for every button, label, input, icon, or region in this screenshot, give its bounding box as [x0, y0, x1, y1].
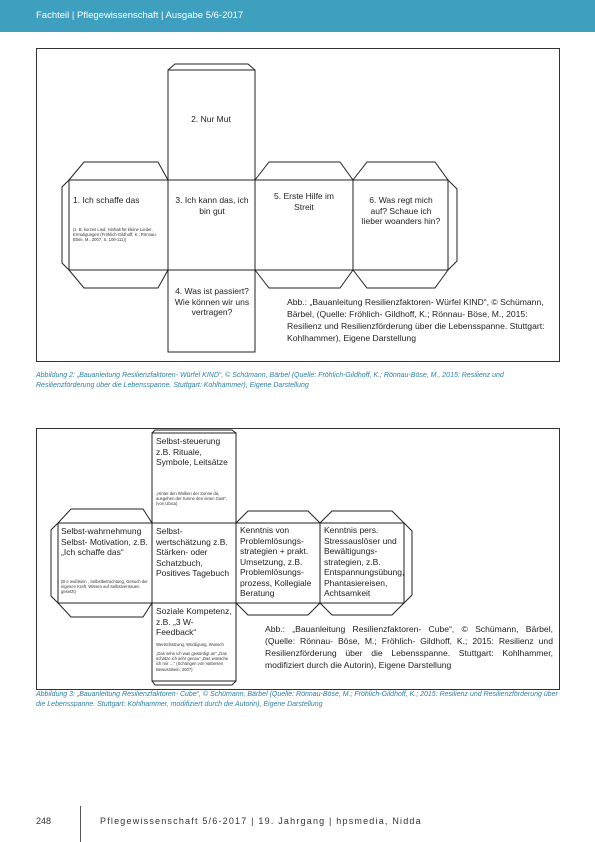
running-header: Fachteil | Pflegewissenschaft | Ausgabe 5/6-2017 [36, 10, 244, 21]
face-ich-schaffe-das: 1. Ich schaffe das [73, 195, 140, 205]
face-ich-kann-das: 3. Ich kann das, ich bin gut [175, 195, 249, 216]
figure-1-frame [36, 48, 560, 362]
face-selbstwahrnehmung: Selbst-wahrnehmung Selbst- Motivation, z.B. „Ich schaffe das“ [61, 526, 148, 557]
figure-2-frame [36, 428, 560, 690]
face-selbststeuerung-note: „Hinter den Wolken der Sonne da, ausgehen der Sonne den einen Gast“, (von Ubica) [156, 491, 228, 507]
figure-1-caption: Abbildung 2: „Bauanleitung Resilienzfaktoren- Würfel KIND“, © Schümann, Bärbel (Quelle: Fröhlich-Gildhoff, K.; Rönnau-Böse, M., 2015: Resilienz und Resilienzförderung über die Lebensspanne. Stuttgart: Kohlhammer), Eigene Darstellung [36, 372, 504, 389]
face-soziale-kompetenz-sub: Wertschätzung, Würdigung, Wunsch [156, 642, 224, 647]
figure-1-box-caption: Abb.: „Bauanleitung Resilienzfaktoren- Würfel KIND“, © Schümann, Bärbel, (Quelle: Fröhlich- Gildhoff, K.; Rönnau- Böse, M., 2015: Resilienz und Resilienzförderung über die Lebensspanne. Stuttgart: Kohlhammer), Eigene Darstellung [287, 297, 545, 343]
face-was-ist-passiert: 4. Was ist passiert? Wie können wir uns vertragen? [174, 286, 250, 317]
face-selbststeuerung: Selbst-steuerung z.B. Rituale, Symbole, Leitsätze [156, 436, 228, 467]
face-nur-mut: 2. Nur Mut [191, 114, 231, 124]
footer-divider [80, 806, 81, 842]
face-soziale-kompetenz: Soziale Kompetenz, z.B. „3 W- Feedback“ [156, 606, 232, 637]
face-selbstwertschaetzung: Selbst-wertschätzung z.B. Stärken- oder Schatzbuch, Positives Tagebuch [156, 526, 230, 578]
page-number: 248 [36, 816, 52, 826]
figure-2-caption: Abbildung 3: „Bauanleitung Resilienzfaktoren- Cube“, © Schümann, Bärbel (Quelle: Rönnau-Böse, M.; Fröhlich-Gildhoff, K.; 2015: Resilienz und Resilienzförderung über die Lebensspanne. Stuttgart: Kohlhammer, modifiziert durch die Autorin), Eigene Darstellung [36, 691, 558, 708]
face-erste-hilfe: 5. Erste Hilfe im Streit [274, 191, 334, 212]
face-problemloesung: Kenntnis von Problemlösungs-strategien + prakt. Umsetzung, z.B. Problemlösungs-prozess, Kollegiale Beratung [240, 525, 312, 598]
face-was-regt-mich-auf: 6. Was regt mich auf? Schaue ich lieber woanders hin? [361, 195, 441, 226]
face-stressausloeser: Kenntnis pers. Stressauslöser und Bewältigungs-strategien, z.B. Entspannungsübung, Phantasiereisen, Achtsamkeit [324, 525, 405, 598]
face-ich-schaffe-das-note: (z. B. kurzes Lied, Hinhalt für kleine Lieder, Ermutigungen (Fröhlich-Gildhoff, K.; Rönnau- Böse, M., 2007, S. 109-111)) [73, 227, 157, 243]
footer-journal: Pflegewissenschaft 5/6-2017 | 19. Jahrgang | hpsmedia, Nidda [100, 816, 422, 826]
face-soziale-kompetenz-note: „Das sehe ich was gewürdigt an“ „Das schätze ich sehr genau“ „Das wünsche ich mir …“ (Schüngen von Vattersen Bewusstsein, 2007) [156, 651, 229, 672]
face-selbstwahrnehmung-note: (B e wußtsein , Selbstbetrachtung, Gesuch der eigenen Kraft, Wissen auf Selbstvertrauen gesetzt) [61, 579, 148, 595]
figure-2-box-caption: Abb.: „Bauanleitung Resilienzfaktoren- Cube“, © Schümann, Bärbel, (Quelle: Rönnau- Böse, M.; Fröhlich- Gildhoff, K.; 2015: Resilienz und Resilienzförderung über die Lebensspanne. Stuttgart: Kohlhammer, modifiziert durch die Autorin), Eigene Darstellung [265, 624, 553, 670]
